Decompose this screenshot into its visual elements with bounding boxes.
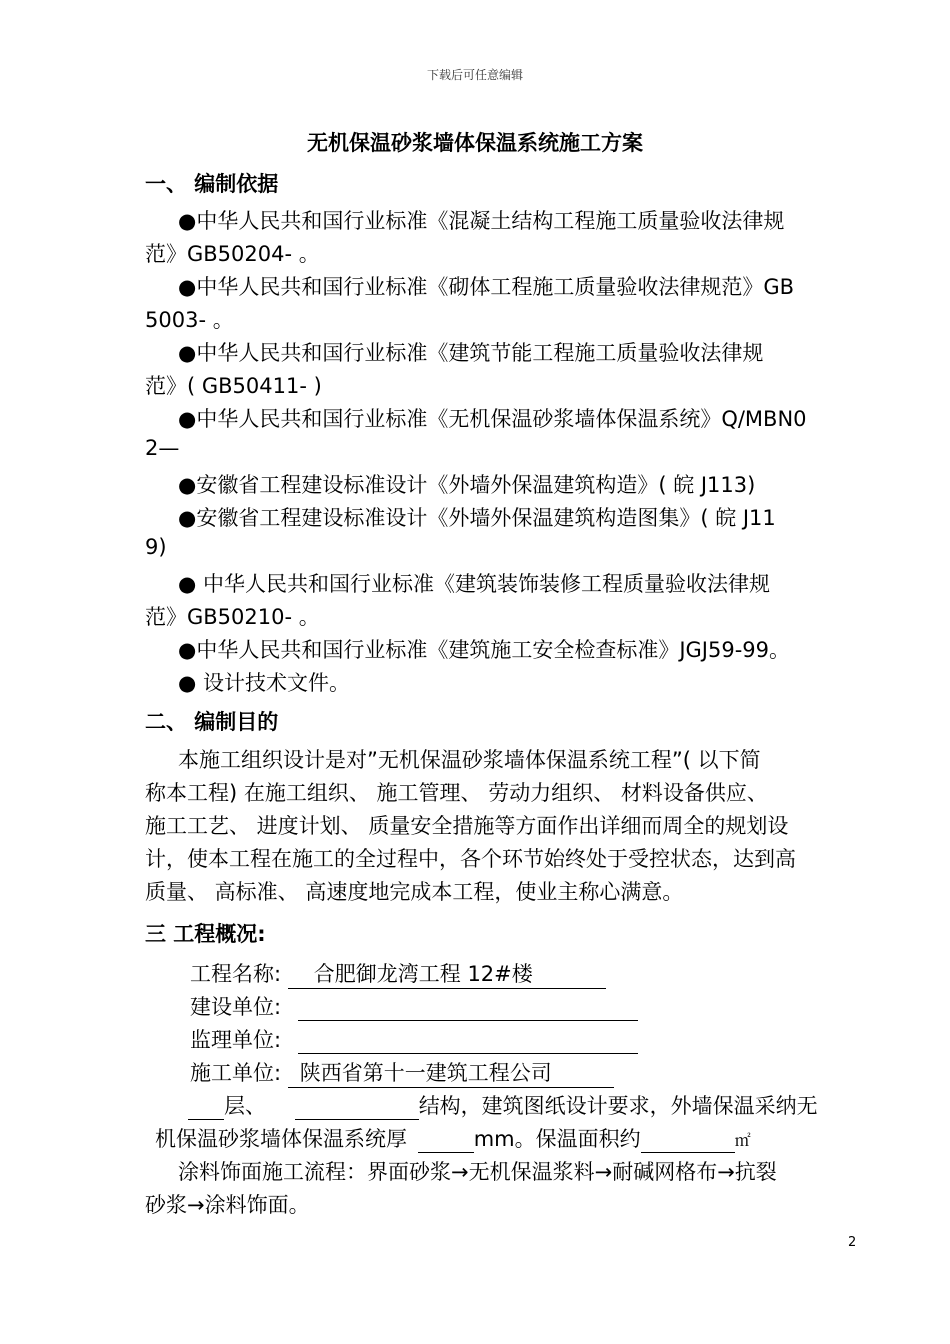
purpose-line-2: 称本工程) 在施工组织、 施工管理、 劳动力组织、 材料设备供应、 [145,781,768,805]
thickness-prefix: 机保温砂浆墙体保温系统厚 [155,1127,407,1151]
basis-item-2-line1: ●中华人民共和国行业标准《砌体工程施工质量验收法律规范》GB [178,275,795,299]
floors-blank [188,1097,224,1120]
supervisor-label: 监理单位: [190,1028,282,1052]
basis-item-7-line1: ● 中华人民共和国行业标准《建筑装饰装修工程质量验收法律规 [178,572,770,596]
floors-suffix: 层、 [224,1094,266,1118]
contractor-row [190,1057,614,1088]
basis-item-2-line2: 5003- 。 [145,308,234,332]
process-line-2: 砂浆→涂料饰面。 [145,1193,310,1217]
thickness-row [155,1123,751,1153]
supervisor-blank [298,1031,638,1054]
builder-row [190,991,638,1021]
basis-item-4-line2: 2— [145,436,180,460]
basis-item-6-line2: 9) [145,535,167,559]
thickness-blank [418,1130,474,1153]
section2-heading: 二、 编制目的 [145,710,279,734]
page-number: 2 [848,1235,857,1250]
section1-heading: 一、 编制依据 [145,172,279,196]
purpose-line-1: 本施工组织设计是对”无机保温砂浆墙体保温系统工程”( 以下简 [178,748,761,772]
basis-item-1-line2: 范》GB50204- 。 [145,242,320,266]
basis-item-3-line1: ●中华人民共和国行业标准《建筑节能工程施工质量验收法律规 [178,341,764,365]
contractor-label: 施工单位: [190,1061,282,1085]
basis-item-4-line1: ●中华人民共和国行业标准《无机保温砂浆墙体保温系统》Q/MBN0 [178,407,807,431]
builder-blank [298,998,638,1021]
builder-label: 建设单位: [190,995,282,1019]
project-name-value: 合肥御龙湾工程 12#楼 [288,958,606,989]
basis-item-9-line1: ● 设计技术文件。 [178,671,350,695]
basis-item-8-line1: ●中华人民共和国行业标准《建筑施工安全检查标准》JGJ59-99。 [178,638,791,662]
contractor-value: 陕西省第十一建筑工程公司 [288,1057,614,1088]
basis-item-5-line1: ●安徽省工程建设标准设计《外墙外保温建筑构造》( 皖 J113) [178,473,756,497]
basis-item-6-line1: ●安徽省工程建设标准设计《外墙外保温建筑构造图集》( 皖 J11 [178,506,776,530]
project-name-row [190,958,606,989]
thickness-unit: mm。保温面积约 [473,1127,641,1151]
area-blank [641,1130,735,1153]
structure-blank [295,1097,419,1120]
purpose-line-4: 计，使本工程在施工的全过程中，各个环节始终处于受控状态，达到高 [145,847,796,871]
floors-row [188,1090,818,1120]
basis-item-1-line1: ●中华人民共和国行业标准《混凝土结构工程施工质量验收法律规 [178,209,785,233]
project-name-label: 工程名称: [190,962,282,986]
process-line-1: 涂料饰面施工流程：界面砂浆→无机保温浆料→耐碱网格布→抗裂 [178,1160,777,1184]
basis-item-7-line2: 范》GB50210- 。 [145,605,320,629]
section3-heading: 三 工程概况: [145,922,266,946]
purpose-line-5: 质量、 高标准、 高速度地完成本工程，使业主称心满意。 [145,880,684,904]
supervisor-row [190,1024,638,1054]
area-unit: ㎡ [734,1131,751,1150]
basis-item-3-line2: 范》( GB50411- ) [145,374,322,398]
page-header-note: 下载后可任意编辑 [426,68,523,82]
structure-suffix: 结构，建筑图纸设计要求，外墙保温采纳无 [418,1094,818,1118]
document-title: 无机保温砂浆墙体保温系统施工方案 [307,131,643,155]
purpose-line-3: 施工工艺、 进度计划、 质量安全措施等方面作出详细而周全的规划设 [145,814,789,838]
